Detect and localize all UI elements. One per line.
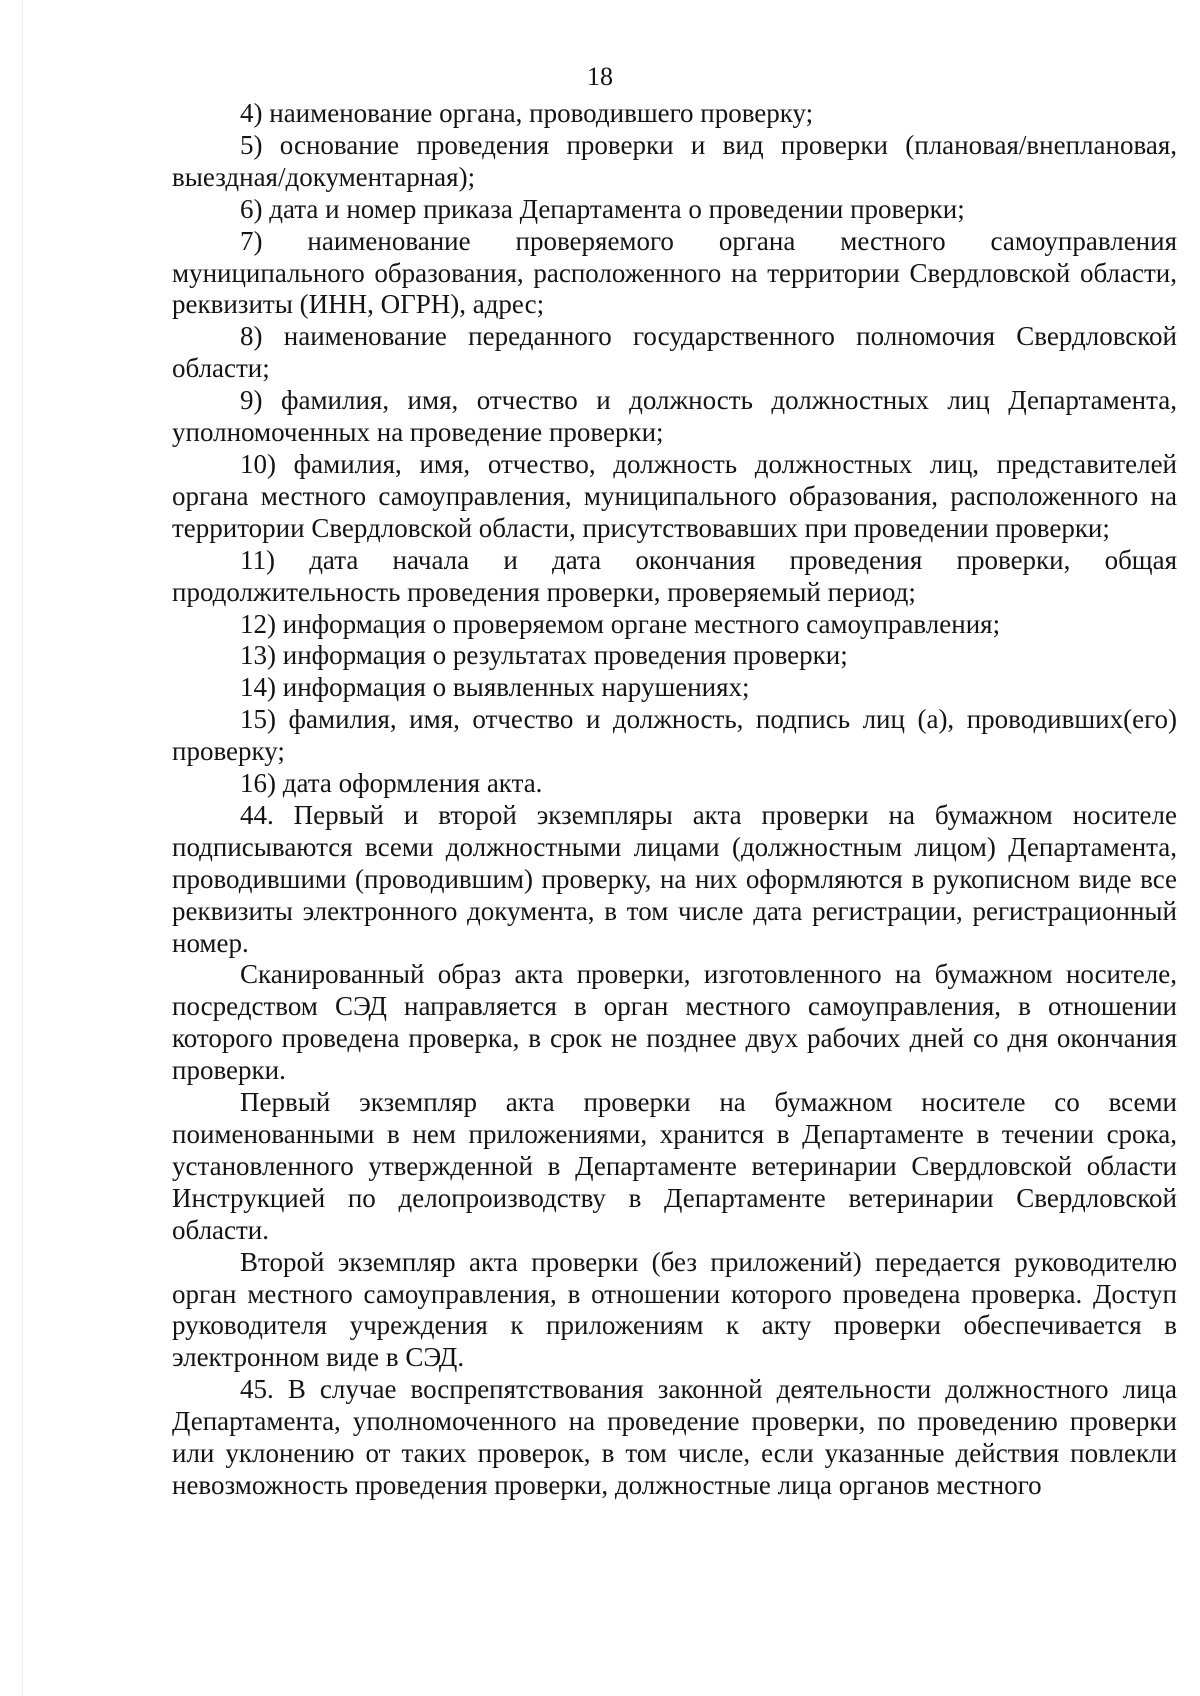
paragraph-item-13: 13) информация о результатах проведения проверки;: [240, 640, 848, 671]
paragraph-first-copy: Первый экземпляр акта проверки на бумажном носителе со всеми поименованными в нем приложениями, хранится в Департаменте в течении срока, установленного утвержденной в Департаменте ветеринарии Свердловской области Инструкцией по делопроизводству в Департаменте ветеринарии Свердловской области.: [172, 1087, 1177, 1245]
paragraph-scanned-copy: Сканированный образ акта проверки, изготовленного на бумажном носителе, посредством СЭД направляется в орган местного самоуправления, в отношении которого проведена проверка, в срок не позднее двух рабочих дней со дня окончания проверки.: [172, 959, 1177, 1086]
paragraph-item-15: 15) фамилия, имя, отчество и должность, подпись лиц (а), проводивших(его) проверку;: [172, 704, 1177, 767]
paragraph-item-6: 6) дата и номер приказа Департамента о проведении проверки;: [240, 193, 965, 224]
paragraph-item-9: 9) фамилия, имя, отчество и должность должностных лиц Департамента, уполномоченных на проведение проверки;: [172, 385, 1177, 448]
paragraph-item-11: 11) дата начала и дата окончания проведения проверки, общая продолжительность проведения проверки, проверяемый период;: [172, 544, 1177, 607]
paragraph-item-4: 4) наименование органа, проводившего проверку;: [240, 98, 814, 128]
paragraph-section-45: 45. В случае воспрепятствования законной деятельности должностного лица Департамента, уполномоченного на проведение проверки, по проведению проверки или уклонению от таких проверок, в том числе, если указанные действия повлекли невозможность проведения проверки, должностные лица органов местного: [172, 1374, 1177, 1500]
paragraph-item-14: 14) информация о выявленных нарушениях;: [240, 672, 750, 703]
paragraph-item-10: 10) фамилия, имя, отчество, должность должностных лиц, представителей органа местного самоуправления, муниципального образования, расположенного на территории Свердловской области, присутствовавших при проведении проверки;: [172, 448, 1177, 543]
page-number: 18: [587, 62, 613, 91]
document-body: [172, 98, 1177, 1502]
paragraph-item-16: 16) дата оформления акта.: [240, 768, 543, 799]
paragraph-item-5: 5) основание проведения проверки и вид проверки (плановая/внеплановая, выездная/документарная);: [172, 129, 1177, 192]
paragraph-second-copy: Второй экземпляр акта проверки (без приложений) передается руководителю орган местного самоуправления, в отношении которого проведена проверка. Доступ руководителя учреждения к приложениям к акту проверки обеспечивается в электронном виде в СЭД.: [172, 1246, 1177, 1373]
paragraph-item-12: 12) информация о проверяемом органе местного самоуправления;: [240, 608, 1001, 639]
paragraph-item-7: 7) наименование проверяемого органа местного самоуправления муниципального образования, расположенного на территории Свердловской области, реквизиты (ИНН, ОГРН), адрес;: [172, 225, 1177, 320]
scan-edge-line: [22, 0, 23, 1696]
paragraph-section-44: 44. Первый и второй экземпляры акта проверки на бумажном носителе подписываются всеми должностными лицами (должностным лицом) Департамента, проводившими (проводившим) проверку, на них оформляются в рукописном виде все реквизиты электронного документа, в том числе дата регистрации, регистрационный номер.: [172, 799, 1177, 958]
paragraph-item-8: 8) наименование переданного государственного полномочия Свердловской области;: [172, 321, 1177, 384]
